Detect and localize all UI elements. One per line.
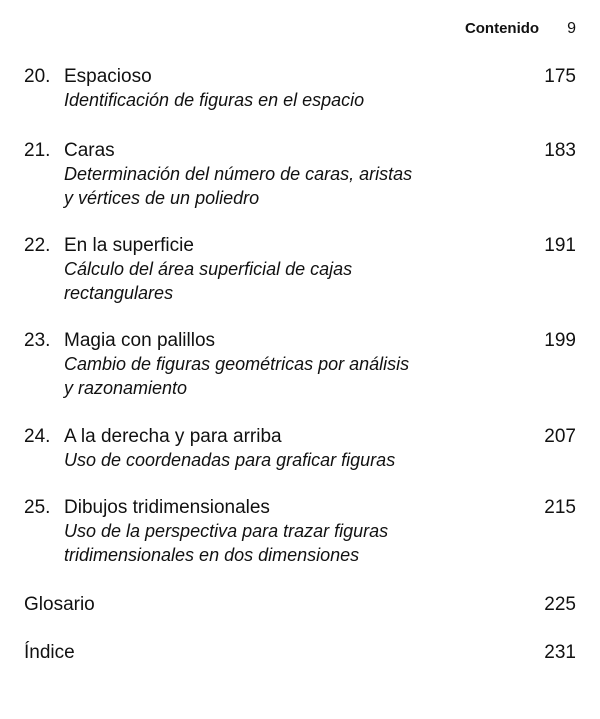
- entry-subtitle: [64, 257, 484, 305]
- toc-entry-indice: [24, 642, 576, 664]
- entry-title: Índice: [24, 642, 75, 663]
- entry-subtitle: [64, 352, 484, 400]
- entry-subtitle-line: y razonamiento: [64, 378, 188, 398]
- entry-title: Glosario: [24, 594, 95, 615]
- toc-entry-21: [24, 140, 576, 210]
- entry-subtitle: [64, 88, 484, 112]
- entry-subtitle-line: Identificación de figuras en el espacio: [64, 90, 365, 110]
- entry-subtitle-line: Determinación del número de caras, aristas: [64, 164, 413, 184]
- entry-page: 199: [544, 330, 576, 351]
- entry-page: 183: [544, 140, 576, 161]
- entry-title-line: [24, 66, 152, 88]
- entry-title: Espacioso: [64, 66, 152, 87]
- toc-entry-glosario: [24, 594, 576, 616]
- entry-subtitle: [64, 162, 484, 210]
- entry-number: 24.: [24, 426, 51, 447]
- entry-number: 20.: [24, 66, 51, 87]
- entry-subtitle-line: tridimensionales en dos dimensiones: [64, 545, 360, 565]
- entry-title: Magia con palillos: [64, 330, 216, 351]
- entry-subtitle: [64, 448, 484, 472]
- entry-title: En la superficie: [64, 235, 194, 256]
- entry-number: 25.: [24, 497, 51, 518]
- entry-number: 23.: [24, 330, 51, 351]
- entry-title-line: [24, 426, 282, 448]
- running-header: [465, 20, 576, 38]
- entry-number: 22.: [24, 235, 51, 256]
- entry-title: Caras: [64, 140, 115, 161]
- entry-subtitle-line: rectangulares: [64, 283, 174, 303]
- entry-title-line: [24, 330, 215, 352]
- entry-page: 207: [544, 426, 576, 447]
- entry-page: 225: [544, 594, 576, 615]
- entry-subtitle: [64, 519, 484, 567]
- entry-title-line: [24, 235, 194, 257]
- entry-subtitle-line: Uso de coordenadas para graficar figuras: [64, 450, 396, 470]
- toc-entry-24: [24, 426, 576, 472]
- entry-page: 215: [544, 497, 576, 518]
- entry-title: Dibujos tridimensionales: [64, 497, 270, 518]
- entry-page: 231: [544, 642, 576, 663]
- toc-entry-20: [24, 66, 576, 112]
- entry-title-line: [24, 497, 270, 519]
- entry-number: 21.: [24, 140, 51, 161]
- toc-entry-25: [24, 497, 576, 567]
- toc-entry-23: [24, 330, 576, 400]
- toc-entry-22: [24, 235, 576, 305]
- entry-subtitle-line: Cambio de figuras geométricas por análisis: [64, 354, 410, 374]
- entry-page: 175: [544, 66, 576, 87]
- entry-title: A la derecha y para arriba: [64, 426, 282, 447]
- entry-subtitle-line: Cálculo del área superficial de cajas: [64, 259, 353, 279]
- entry-page: 191: [544, 235, 576, 256]
- entry-subtitle-line: Uso de la perspectiva para trazar figuras: [64, 521, 389, 541]
- header-page-number: 9: [567, 20, 576, 37]
- entry-title-line: [24, 140, 115, 162]
- header-section-title: Contenido: [464, 20, 540, 37]
- entry-subtitle-line: y vértices de un poliedro: [64, 188, 260, 208]
